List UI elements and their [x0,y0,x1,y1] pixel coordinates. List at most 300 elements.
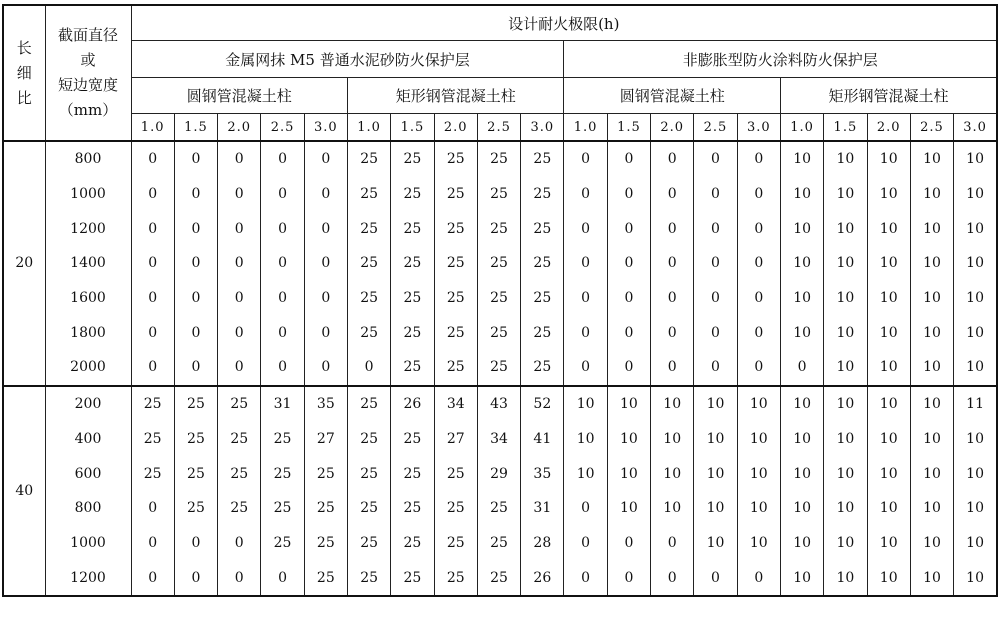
thickness-value-cell: 10 [780,422,823,457]
thickness-value-cell: 10 [651,422,694,457]
thickness-value-cell: 10 [954,456,997,491]
thickness-value-cell: 0 [218,211,261,246]
thickness-value-cell: 25 [347,246,390,281]
table-row [3,141,997,177]
thickness-value-cell: 10 [780,211,823,246]
section-size-cell: 400 [45,422,131,457]
thickness-value-cell: 0 [737,350,780,386]
thickness-value-cell: 25 [521,281,564,316]
thickness-value-cell: 43 [477,386,520,422]
thickness-value-cell: 10 [780,526,823,561]
thickness-value-cell: 10 [651,491,694,526]
header-hour-cell: 2.5 [477,114,520,142]
thickness-value-cell: 10 [867,350,910,386]
thickness-value-cell: 25 [304,526,347,561]
thickness-value-cell: 0 [564,350,607,386]
thickness-value-cell: 0 [564,491,607,526]
thickness-value-cell: 10 [954,177,997,212]
thickness-value-cell: 10 [867,281,910,316]
thickness-value-cell: 0 [607,315,650,350]
thickness-value-cell: 10 [954,350,997,386]
thickness-value-cell: 25 [218,491,261,526]
thickness-value-cell: 10 [824,491,867,526]
header-coating-protection: 非膨胀型防火涂料防火保护层 [564,41,997,78]
thickness-value-cell: 0 [304,177,347,212]
header-hour-cell: 1.0 [131,114,174,142]
thickness-value-cell: 10 [564,456,607,491]
thickness-value-cell: 10 [737,491,780,526]
thickness-value-cell: 0 [737,281,780,316]
thickness-value-cell: 0 [218,246,261,281]
thickness-value-cell: 10 [867,386,910,422]
thickness-value-cell: 0 [564,177,607,212]
header-hour-cell: 3.0 [304,114,347,142]
thickness-value-cell: 0 [607,211,650,246]
thickness-value-cell: 0 [131,526,174,561]
thickness-value-cell: 0 [694,141,737,177]
section-size-cell: 1400 [45,246,131,281]
thickness-value-cell: 10 [910,386,953,422]
thickness-value-cell: 0 [261,246,304,281]
thickness-value-cell: 10 [607,456,650,491]
section-size-cell: 600 [45,456,131,491]
header-hour-cell: 2.5 [910,114,953,142]
thickness-value-cell: 25 [434,281,477,316]
header-hours-row [3,114,997,142]
thickness-value-cell: 10 [651,456,694,491]
section-size-cell: 1200 [45,211,131,246]
thickness-value-cell: 0 [694,350,737,386]
thickness-value-cell: 25 [434,526,477,561]
header-column-type: 矩形钢管混凝土柱 [780,78,997,114]
thickness-value-cell: 0 [131,315,174,350]
thickness-value-cell: 0 [694,177,737,212]
header-hour-cell: 1.5 [607,114,650,142]
thickness-value-cell: 0 [131,560,174,596]
thickness-value-cell: 25 [304,456,347,491]
thickness-value-cell: 35 [521,456,564,491]
thickness-value-cell: 0 [218,560,261,596]
section-size-cell: 200 [45,386,131,422]
thickness-value-cell: 25 [347,315,390,350]
header-hour-cell: 2.0 [434,114,477,142]
thickness-value-cell: 25 [347,386,390,422]
table-row [3,350,997,386]
thickness-value-cell: 0 [651,315,694,350]
thickness-value-cell: 25 [347,177,390,212]
thickness-value-cell: 10 [867,315,910,350]
thickness-value-cell: 25 [477,315,520,350]
thickness-value-cell: 0 [564,315,607,350]
table-row [3,491,997,526]
thickness-value-cell: 25 [434,211,477,246]
thickness-value-cell: 25 [174,422,217,457]
thickness-value-cell: 25 [391,526,434,561]
thickness-value-cell: 0 [737,560,780,596]
thickness-value-cell: 0 [261,350,304,386]
thickness-value-cell: 25 [477,560,520,596]
thickness-value-cell: 10 [737,456,780,491]
thickness-value-cell: 35 [304,386,347,422]
thickness-value-cell: 25 [391,281,434,316]
thickness-value-cell: 10 [780,141,823,177]
thickness-value-cell: 0 [261,141,304,177]
thickness-value-cell: 10 [954,491,997,526]
thickness-value-cell: 0 [131,177,174,212]
thickness-value-cell: 25 [391,456,434,491]
thickness-value-cell: 25 [218,456,261,491]
thickness-value-cell: 0 [564,560,607,596]
thickness-value-cell: 10 [824,246,867,281]
thickness-value-cell: 25 [434,456,477,491]
thickness-value-cell: 10 [910,177,953,212]
thickness-value-cell: 25 [391,315,434,350]
thickness-value-cell: 25 [521,141,564,177]
thickness-value-cell: 10 [867,246,910,281]
slenderness-ratio-cell: 40 [3,386,45,596]
thickness-value-cell: 0 [651,141,694,177]
thickness-value-cell: 0 [651,246,694,281]
thickness-value-cell: 10 [780,456,823,491]
table-row [3,281,997,316]
thickness-value-cell: 10 [910,141,953,177]
thickness-value-cell: 0 [131,211,174,246]
thickness-value-cell: 25 [391,177,434,212]
section-size-cell: 800 [45,141,131,177]
header-hour-cell: 3.0 [737,114,780,142]
thickness-value-cell: 25 [304,491,347,526]
thickness-value-cell: 10 [737,386,780,422]
thickness-value-cell: 10 [737,526,780,561]
thickness-value-cell: 0 [218,526,261,561]
thickness-value-cell: 10 [867,422,910,457]
header-column-type: 圆钢管混凝土柱 [131,78,347,114]
thickness-value-cell: 0 [174,281,217,316]
thickness-value-cell: 27 [434,422,477,457]
thickness-value-cell: 0 [304,315,347,350]
thickness-value-cell: 0 [174,526,217,561]
thickness-value-cell: 10 [694,456,737,491]
fire-protection-thickness-table [2,4,998,597]
header-hour-cell: 2.0 [651,114,694,142]
thickness-value-cell: 25 [174,491,217,526]
header-hour-cell: 3.0 [954,114,997,142]
thickness-value-cell: 25 [521,177,564,212]
thickness-value-cell: 0 [651,211,694,246]
thickness-value-cell: 25 [391,246,434,281]
thickness-value-cell: 0 [131,141,174,177]
thickness-value-cell: 0 [261,281,304,316]
thickness-value-cell: 10 [824,211,867,246]
header-slenderness-ratio-label: 长 细 比 [16,38,32,107]
thickness-value-cell: 11 [954,386,997,422]
thickness-value-cell: 0 [694,315,737,350]
thickness-value-cell: 10 [910,350,953,386]
thickness-value-cell: 25 [218,422,261,457]
thickness-value-cell: 25 [347,456,390,491]
thickness-value-cell: 0 [261,177,304,212]
thickness-value-cell: 10 [737,422,780,457]
table-row [3,526,997,561]
table-row [3,246,997,281]
thickness-value-cell: 0 [564,211,607,246]
thickness-value-cell: 0 [607,141,650,177]
thickness-value-cell: 10 [954,422,997,457]
thickness-value-cell: 25 [261,456,304,491]
thickness-value-cell: 0 [564,141,607,177]
thickness-value-cell: 0 [737,315,780,350]
thickness-value-cell: 0 [174,246,217,281]
thickness-value-cell: 25 [261,422,304,457]
thickness-value-cell: 10 [780,281,823,316]
section-size-cell: 1000 [45,177,131,212]
thickness-value-cell: 10 [867,456,910,491]
table-body [3,141,997,596]
thickness-value-cell: 10 [910,281,953,316]
thickness-value-cell: 25 [261,491,304,526]
thickness-value-cell: 52 [521,386,564,422]
thickness-value-cell: 10 [824,386,867,422]
thickness-value-cell: 10 [867,526,910,561]
thickness-value-cell: 10 [564,422,607,457]
thickness-value-cell: 25 [391,422,434,457]
thickness-value-cell: 25 [521,246,564,281]
thickness-value-cell: 25 [347,422,390,457]
table-row [3,422,997,457]
thickness-value-cell: 0 [174,177,217,212]
thickness-value-cell: 25 [477,526,520,561]
thickness-value-cell: 25 [391,560,434,596]
thickness-value-cell: 25 [477,177,520,212]
thickness-value-cell: 25 [391,350,434,386]
thickness-value-cell: 0 [131,246,174,281]
thickness-value-cell: 25 [434,141,477,177]
thickness-value-cell: 10 [694,491,737,526]
header-row-2 [3,41,997,78]
thickness-value-cell: 25 [477,350,520,386]
thickness-value-cell: 25 [131,386,174,422]
thickness-value-cell: 10 [824,350,867,386]
thickness-value-cell: 25 [131,456,174,491]
header-slenderness-ratio [3,5,45,141]
thickness-value-cell: 25 [477,246,520,281]
thickness-value-cell: 0 [607,177,650,212]
table-row [3,560,997,596]
thickness-value-cell: 10 [824,315,867,350]
thickness-value-cell: 25 [174,456,217,491]
thickness-value-cell: 0 [780,350,823,386]
section-size-cell: 1600 [45,281,131,316]
thickness-value-cell: 0 [131,491,174,526]
thickness-value-cell: 25 [477,281,520,316]
thickness-value-cell: 0 [737,211,780,246]
thickness-value-cell: 0 [347,350,390,386]
thickness-value-cell: 0 [694,211,737,246]
thickness-value-cell: 25 [477,211,520,246]
thickness-value-cell: 0 [564,526,607,561]
thickness-value-cell: 10 [607,386,650,422]
thickness-value-cell: 0 [218,141,261,177]
thickness-value-cell: 0 [174,350,217,386]
thickness-value-cell: 0 [694,246,737,281]
thickness-value-cell: 10 [910,246,953,281]
thickness-value-cell: 10 [910,315,953,350]
thickness-value-cell: 25 [434,315,477,350]
thickness-value-cell: 0 [607,560,650,596]
thickness-value-cell: 0 [174,560,217,596]
thickness-value-cell: 25 [477,491,520,526]
thickness-value-cell: 10 [694,386,737,422]
thickness-value-cell: 0 [651,350,694,386]
thickness-value-cell: 25 [391,211,434,246]
header-hour-cell: 1.0 [564,114,607,142]
thickness-value-cell: 0 [304,350,347,386]
thickness-value-cell: 0 [737,177,780,212]
thickness-value-cell: 25 [261,526,304,561]
thickness-value-cell: 25 [521,315,564,350]
fire-protection-table-container [2,4,998,597]
thickness-value-cell: 25 [434,491,477,526]
thickness-value-cell: 10 [954,560,997,596]
thickness-value-cell: 10 [867,141,910,177]
thickness-value-cell: 0 [607,281,650,316]
thickness-value-cell: 10 [910,422,953,457]
thickness-value-cell: 0 [261,315,304,350]
header-hour-cell: 1.5 [174,114,217,142]
thickness-value-cell: 26 [391,386,434,422]
thickness-value-cell: 10 [867,177,910,212]
header-hour-cell: 3.0 [521,114,564,142]
header-mortar-protection: 金属网抹 M5 普通水泥砂防火保护层 [131,41,564,78]
thickness-value-cell: 0 [174,211,217,246]
header-hour-cell: 1.5 [824,114,867,142]
thickness-value-cell: 0 [607,246,650,281]
thickness-value-cell: 25 [434,177,477,212]
thickness-value-cell: 25 [391,141,434,177]
thickness-value-cell: 25 [347,281,390,316]
thickness-value-cell: 0 [174,141,217,177]
thickness-value-cell: 28 [521,526,564,561]
header-row-1 [3,5,997,41]
thickness-value-cell: 25 [347,211,390,246]
thickness-value-cell: 10 [824,281,867,316]
thickness-value-cell: 10 [694,526,737,561]
section-size-cell: 1800 [45,315,131,350]
table-row [3,177,997,212]
table-row [3,386,997,422]
thickness-value-cell: 41 [521,422,564,457]
thickness-value-cell: 0 [304,281,347,316]
thickness-value-cell: 10 [651,386,694,422]
section-size-cell: 1200 [45,560,131,596]
thickness-value-cell: 10 [694,422,737,457]
thickness-value-cell: 10 [824,422,867,457]
thickness-value-cell: 25 [347,491,390,526]
header-hour-cell: 1.0 [780,114,823,142]
thickness-value-cell: 25 [434,246,477,281]
thickness-value-cell: 0 [564,246,607,281]
section-size-cell: 1000 [45,526,131,561]
thickness-value-cell: 0 [218,315,261,350]
thickness-value-cell: 25 [434,560,477,596]
section-size-cell: 800 [45,491,131,526]
header-hour-cell: 2.0 [867,114,910,142]
thickness-value-cell: 0 [218,281,261,316]
slenderness-ratio-cell: 20 [3,141,45,386]
header-fire-limit: 设计耐火极限(h) [131,5,997,41]
thickness-value-cell: 0 [651,281,694,316]
thickness-value-cell: 10 [780,560,823,596]
thickness-value-cell: 25 [131,422,174,457]
section-size-cell: 2000 [45,350,131,386]
thickness-value-cell: 10 [954,281,997,316]
thickness-value-cell: 10 [780,315,823,350]
thickness-value-cell: 34 [477,422,520,457]
thickness-value-cell: 25 [347,526,390,561]
thickness-value-cell: 0 [261,211,304,246]
header-hour-cell: 1.0 [347,114,390,142]
thickness-value-cell: 0 [737,141,780,177]
thickness-value-cell: 10 [954,246,997,281]
thickness-value-cell: 10 [824,560,867,596]
thickness-value-cell: 0 [218,177,261,212]
thickness-value-cell: 10 [954,315,997,350]
header-hour-cell: 2.5 [694,114,737,142]
thickness-value-cell: 25 [521,350,564,386]
thickness-value-cell: 0 [304,246,347,281]
thickness-value-cell: 10 [910,491,953,526]
header-hour-cell: 1.5 [391,114,434,142]
thickness-value-cell: 0 [651,177,694,212]
thickness-value-cell: 0 [304,141,347,177]
thickness-value-cell: 0 [174,315,217,350]
table-row [3,456,997,491]
header-section-size-label: 截面直径 或 短边宽度 （mm） [57,26,118,119]
header-column-type: 圆钢管混凝土柱 [564,78,780,114]
thickness-value-cell: 0 [694,560,737,596]
header-section-size [45,5,131,141]
thickness-value-cell: 10 [780,491,823,526]
thickness-value-cell: 0 [651,560,694,596]
thickness-value-cell: 10 [780,246,823,281]
thickness-value-cell: 0 [261,560,304,596]
thickness-value-cell: 10 [607,422,650,457]
header-column-type: 矩形钢管混凝土柱 [347,78,563,114]
thickness-value-cell: 25 [521,211,564,246]
thickness-value-cell: 25 [347,141,390,177]
thickness-value-cell: 10 [780,177,823,212]
thickness-value-cell: 10 [867,491,910,526]
thickness-value-cell: 10 [867,560,910,596]
thickness-value-cell: 10 [824,456,867,491]
thickness-value-cell: 0 [607,350,650,386]
thickness-value-cell: 25 [347,560,390,596]
table-row [3,315,997,350]
thickness-value-cell: 10 [780,386,823,422]
thickness-value-cell: 10 [910,526,953,561]
table-row [3,211,997,246]
thickness-value-cell: 0 [651,526,694,561]
header-row-3 [3,78,997,114]
thickness-value-cell: 10 [954,211,997,246]
thickness-value-cell: 0 [737,246,780,281]
thickness-value-cell: 10 [910,456,953,491]
header-hour-cell: 2.0 [218,114,261,142]
thickness-value-cell: 10 [954,526,997,561]
thickness-value-cell: 26 [521,560,564,596]
thickness-value-cell: 10 [954,141,997,177]
thickness-value-cell: 25 [218,386,261,422]
